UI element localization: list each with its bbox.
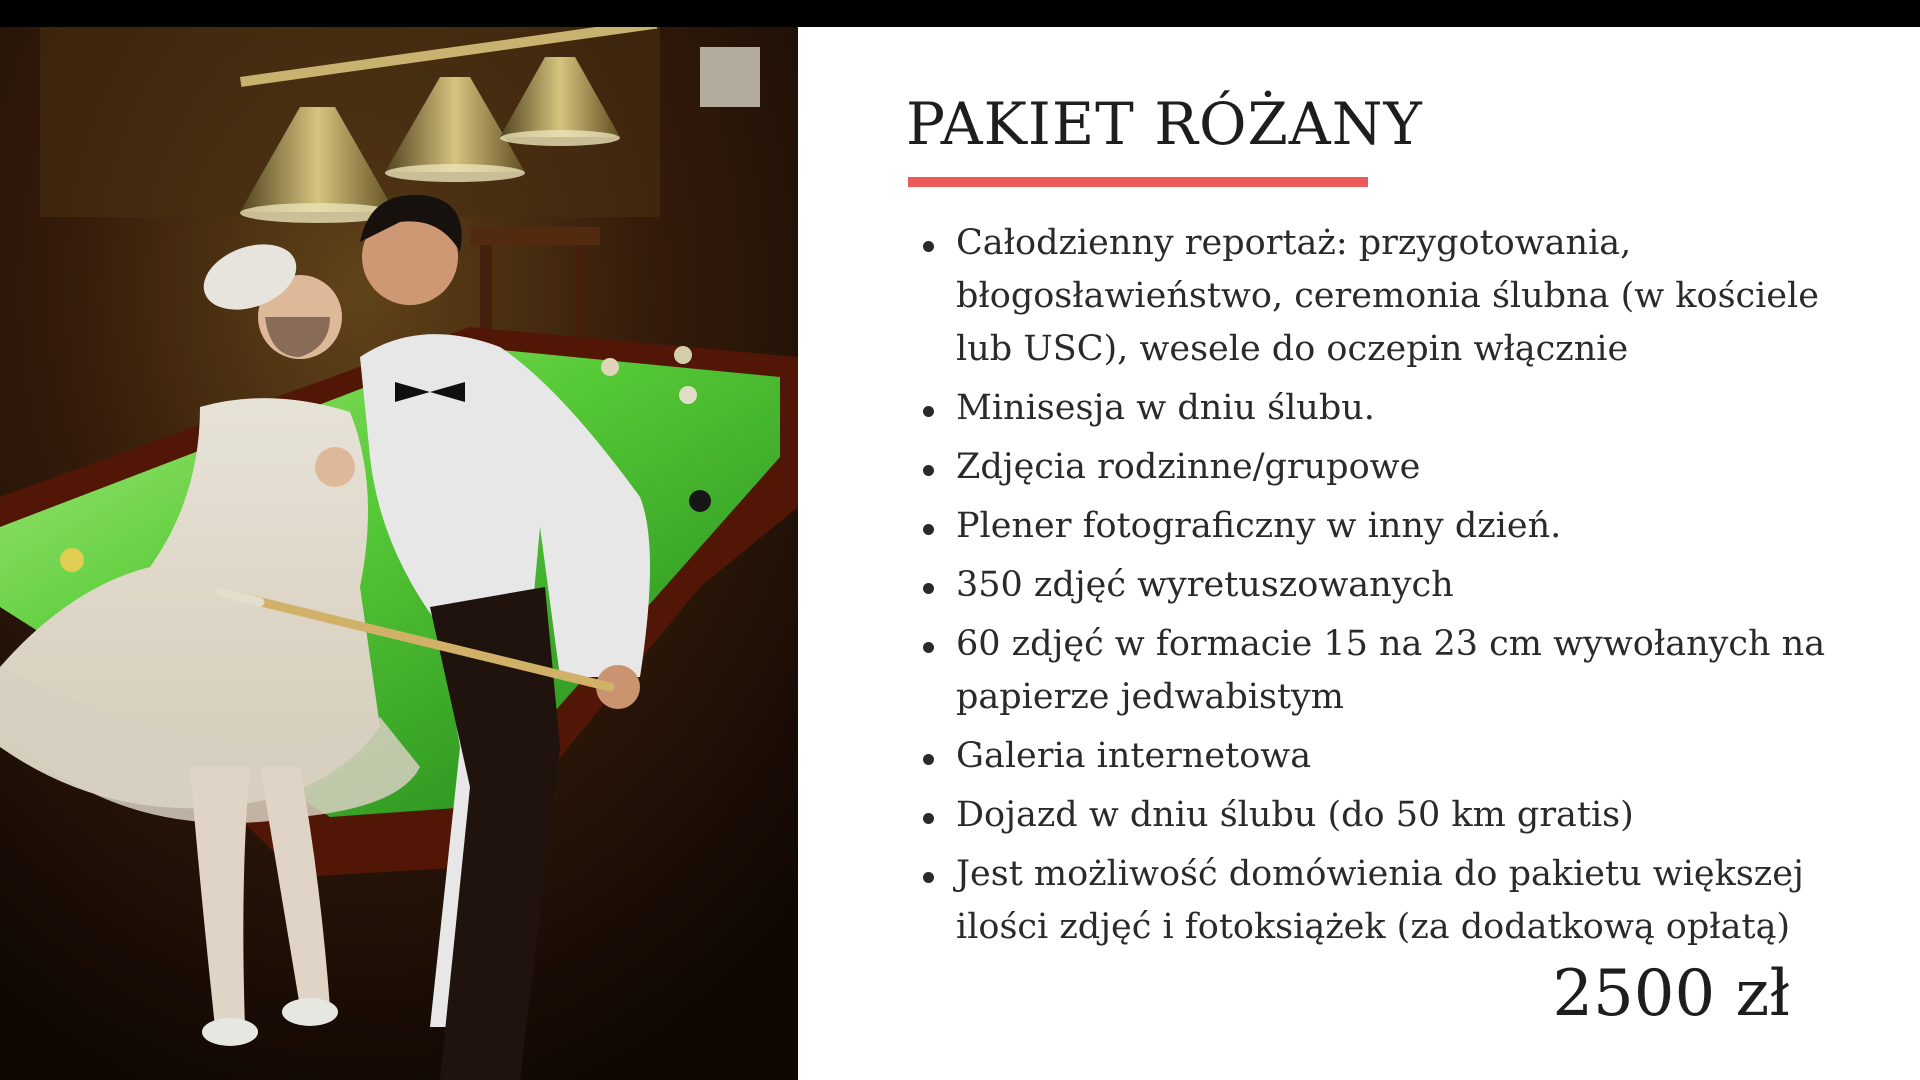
feature-item: Zdjęcia rodzinne/grupowe bbox=[956, 441, 1836, 494]
feature-item: Jest możliwość domówienia do pakietu większej ilości zdjęć i fotoksiążek (za dodatkową opłatą) bbox=[956, 848, 1836, 954]
couple-billiard-photo bbox=[0, 27, 798, 1080]
package-panel bbox=[798, 27, 1920, 1080]
title-underline bbox=[908, 177, 1368, 187]
feature-item: Całodzienny reportaż: przygotowania, błogosławieństwo, ceremonia ślubna (w kościele lub USC), wesele do oczepin włącznie bbox=[956, 217, 1836, 376]
photo-illustration bbox=[0, 27, 798, 1080]
package-price: 2500 zł bbox=[1552, 957, 1790, 1031]
package-title: PAKIET RÓŻANY bbox=[906, 90, 1423, 158]
feature-item: Dojazd w dniu ślubu (do 50 km gratis) bbox=[956, 789, 1836, 842]
feature-item: 350 zdjęć wyretuszowanych bbox=[956, 559, 1836, 612]
top-black-bar bbox=[0, 0, 1920, 27]
feature-item: Galeria internetowa bbox=[956, 730, 1836, 783]
feature-item: Plener fotograficzny w inny dzień. bbox=[956, 500, 1836, 553]
feature-item: 60 zdjęć w formacie 15 na 23 cm wywołanych na papierze jedwabistym bbox=[956, 618, 1836, 724]
feature-item: Minisesja w dniu ślubu. bbox=[956, 382, 1836, 435]
feature-list bbox=[956, 217, 1836, 960]
